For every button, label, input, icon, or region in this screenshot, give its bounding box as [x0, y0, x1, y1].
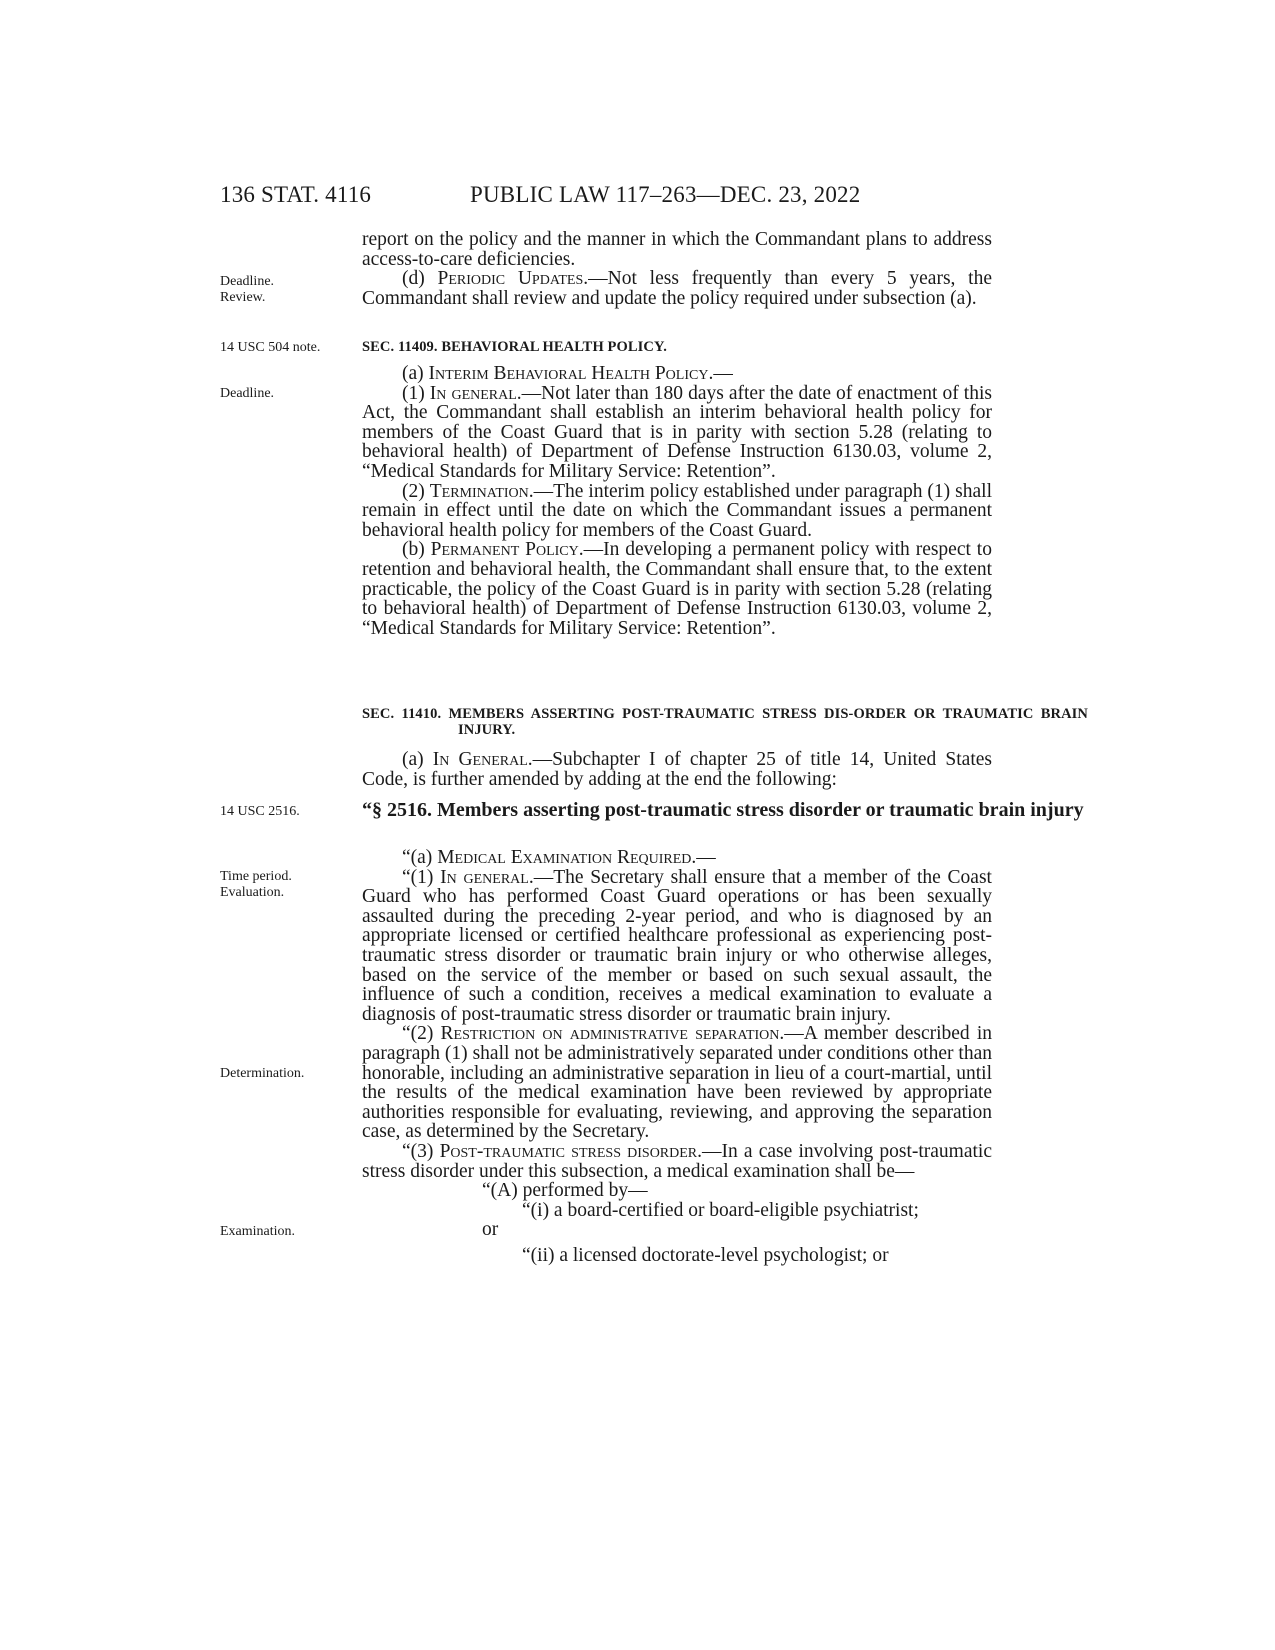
block-sec-2516: [362, 848, 992, 1265]
label-2516-a: “(a): [402, 847, 438, 868]
paragraph-or: or: [482, 1219, 499, 1241]
heading-a1: In general: [429, 382, 517, 404]
label-b: (b): [402, 539, 431, 561]
paragraph-2516-a2: [322, 1024, 992, 1142]
block-periodic-updates: [362, 230, 992, 308]
margin-note-line: Evaluation.: [220, 885, 285, 900]
paragraph-2516-a3-A: “(A) performed by—: [482, 1180, 648, 1202]
section-heading-11409: SEC. 11409. BEHAVIORAL HEALTH POLICY.: [362, 339, 667, 355]
text-a1: .—Not later than 180 days after the date of enactment of this Act, the Commandant shall establish an interim behavioral health policy for members of the Coast Guard that is in parity with section 5.28 (relating to behavioral health) of Department of Defense Instruction 6130.03, volume 2, “Medical Standards for Military Service: Retention”.: [362, 382, 992, 482]
paragraph-2516-a3: [322, 1142, 992, 1181]
text-2516-a1: .—The Secretary shall ensure that a member of the Coast Guard who has performed Coast Guard operations or has been sexually assaulted during the preceding 2-year period, and who is diagnosed by an appropriate licensed or certified healthcare professional as experiencing post-traumatic stress disorder or traumatic brain injury or who otherwise alleges, based on the service of the member or based on such sexual assault, the influence of such a condition, receives a medical examination to evaluate a diagnosis of post-traumatic stress disorder or traumatic brain injury.: [362, 866, 992, 1025]
text-2516-a3: .—In a case involving post-traumatic stress disorder under this subsection, a medical examination shall be—: [362, 1140, 993, 1182]
paragraph-a2: [322, 482, 992, 541]
label-a1: (1): [402, 382, 430, 404]
paragraph-2516-a1: [322, 868, 992, 1025]
section-heading-2516: “§ 2516. Members asserting post-traumatic stress disorder or traumatic brain injury: [362, 799, 1084, 821]
heading-d: Periodic Updates: [437, 268, 584, 290]
heading-2516-a3: Post-traumatic stress disorder: [439, 1140, 698, 1162]
heading-2516-a2: Restriction on administrative separation: [440, 1023, 780, 1045]
dash-2516-a: .—: [691, 847, 716, 868]
paragraph-2516-a3-A-i: “(i) a board-certified or board-eligible psychiatrist;: [522, 1199, 919, 1221]
margin-note-line: Review.: [220, 290, 266, 305]
label-2516-a1: “(1): [402, 866, 441, 888]
paragraph-a1: [322, 384, 992, 482]
label-a2: (2): [402, 480, 430, 502]
margin-note-deadline-review: [220, 274, 274, 306]
margin-note-time-period-evaluation: [220, 869, 292, 901]
text-b: .—In developing a permanent policy with respect to retention and behavioral health, the Commandant shall ensure that, to the extent practicable, the policy of the Coast Guard is in parity with section 5.28 (relating to behavioral health) of Department of Defense Instruction 6130.03, volume 2, “Medical Standards for Military Service: Retention”.: [362, 539, 992, 639]
heading-b: Permanent Policy: [430, 539, 579, 561]
stat-page-number: 136 STAT. 4116: [220, 182, 372, 207]
margin-note-deadline: Deadline.: [220, 386, 275, 401]
label-a: (a): [402, 363, 429, 384]
margin-note-line: Deadline.: [220, 274, 275, 289]
heading-2516-a1: In general: [440, 866, 529, 888]
paragraph-report: report on the policy and the manner in which the Commandant plans to address access-to-care deficiencies.: [362, 229, 992, 270]
text-2516-a2: .—A member described in paragraph (1) shall not be administratively separated under conditions other than honorable, including an administrative separation in lieu of a court-martial, until the results of the medical examination have been reviewed by appropriate authorities responsible for evaluating, reviewing, and approving the separation case, as determined by the Secretary.: [362, 1023, 992, 1143]
label-2516-a2: “(2): [402, 1023, 441, 1045]
public-law-title: PUBLIC LAW 117–263—DEC. 23, 2022: [470, 182, 861, 207]
margin-note-usc-504: 14 USC 504 note.: [220, 340, 321, 355]
heading-11410-a: In General: [432, 749, 528, 770]
paragraph-2516-a3-A-ii: “(ii) a licensed doctorate-level psychologist; or: [522, 1244, 889, 1266]
text-11410-a: .—Subchapter I of chapter 25 of title 14, United States Code, is further amended by adding at the end the following:: [362, 749, 992, 790]
margin-note-line: Time period.: [220, 869, 292, 884]
margin-note-examination: Examination.: [220, 1224, 296, 1239]
dash-a: .—: [708, 363, 733, 384]
label-11410-a: (a): [402, 749, 433, 770]
margin-note-determination: Determination.: [220, 1066, 305, 1081]
heading-a: Interim Behavioral Health Policy: [428, 363, 709, 384]
paragraph-b: [362, 540, 992, 638]
block-sec-11409: [362, 364, 992, 638]
section-heading-11410: SEC. 11410. MEMBERS ASSERTING POST-TRAUMATIC STRESS DIS-ORDER OR TRAUMATIC BRAIN INJURY.: [362, 706, 1088, 738]
label-2516-a3: “(3): [402, 1140, 440, 1162]
heading-2516-a: Medical Examination Required: [437, 847, 692, 868]
paragraph-a: [362, 364, 992, 384]
text-a2: .—The interim policy established under paragraph (1) shall remain in effect until the date on which the Commandant issues a permanent behavioral health policy for members of the Coast Guard.: [362, 480, 992, 541]
paragraph-d: [362, 269, 992, 308]
heading-a2: Termination: [429, 480, 529, 502]
paragraph-2516-a: [362, 848, 992, 868]
label-d: (d): [402, 268, 438, 290]
margin-note-usc-2516: 14 USC 2516.: [220, 804, 300, 819]
text-d: .—Not less frequently than every 5 years, the Commandant shall review and update the policy required under subsection (a).: [362, 268, 992, 309]
block-sec-11410: [362, 750, 992, 789]
paragraph-11410-a: [362, 750, 992, 789]
